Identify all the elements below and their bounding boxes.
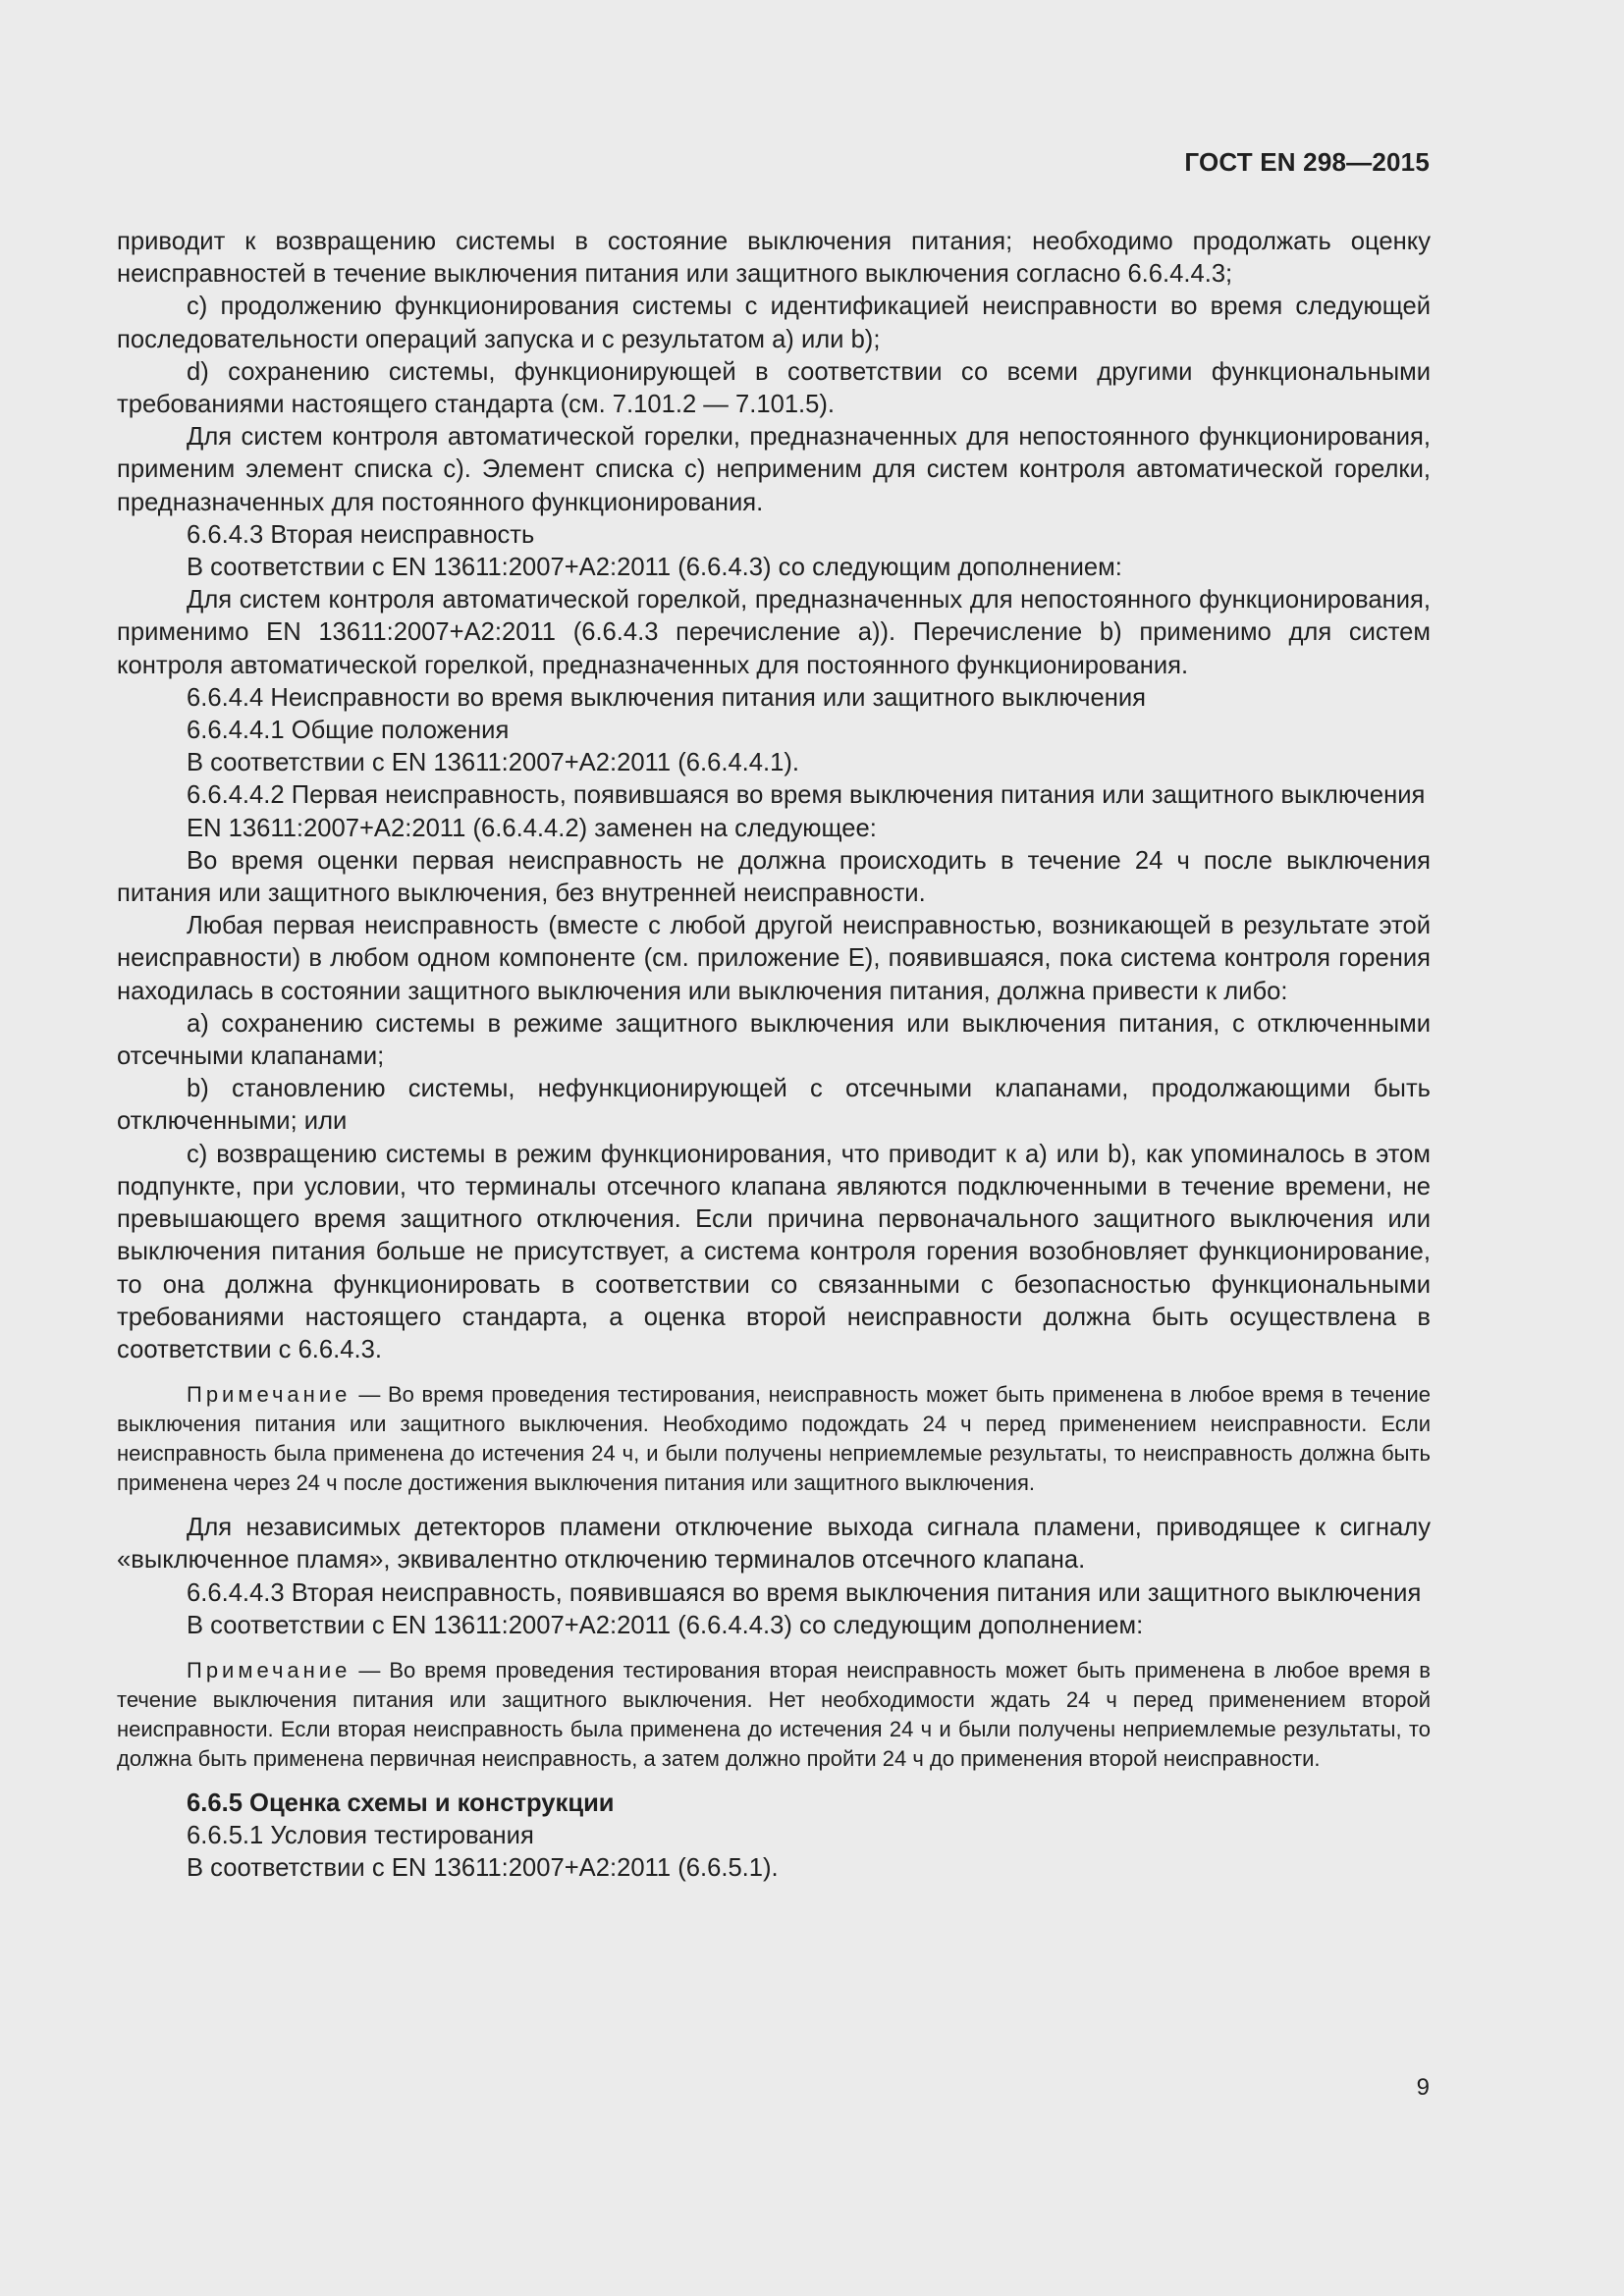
paragraph: Любая первая неисправность (вместе с любой другой неисправностью, возникающей в результате этой неисправности) в любом одном компоненте (см. приложение Е), появившаяся, пока система контроля горения находилась в состоянии защитного выключения или выключения питания, должна привести к либо: (117, 912, 1431, 1005)
note-label: Примечание (187, 1657, 352, 1682)
paragraph: В соответствии с EN 13611:2007+А2:2011 (6.6.4.4.3) со следующим дополнением: (187, 1611, 1144, 1639)
subsection-title: 6.6.4.4.1 Общие положения (187, 717, 510, 745)
paragraph: EN 13611:2007+А2:2011 (6.6.4.4.2) заменен на следующее: (187, 814, 877, 842)
list-item: с) возвращению системы в режим функционирования, что приводит к а) или b), как упоминалось в этом подпункте, при условии, что терминалы отсечного клапана являются подключенными в течение времени, не превышающего время защитного отключения. Если причина первоначального защитного выключения или выключения питания больше не присутствует, а система контроля горения возобновляет функционирование, то она должна функционировать в соответствии со связанными с безопасностью функциональными требованиями настоящего стандарта, а оценка второй неисправности должна быть осуществлена в соответствии с 6.6.4.3. (117, 1140, 1431, 1363)
page-number: 9 (1416, 2074, 1430, 2101)
note-text: — Во время проведения тестирования вторая неисправность может быть применена в любое время в течение выключения питания или защитного выключения. Нет необходимости ждать 24 ч перед применением второй неисправности. Если вторая неисправность была применена до истечения 24 ч и были получены неприемлемые результаты, то должна быть применена первичная неисправность, а затем должно пройти 24 ч до применения второй неисправности. (117, 1657, 1431, 1771)
note-label: Примечание (187, 1382, 352, 1408)
note (117, 1656, 1431, 1774)
paragraph: Во время оценки первая неисправность не должна происходить в течение 24 ч после выключения питания или защитного выключения, без внутренней неисправности. (117, 846, 1431, 908)
list-item: а) сохранению системы в режиме защитного выключения или выключения питания, с отключенными отсечными клапанами; (117, 1009, 1431, 1071)
note-text: — Во время проведения тестирования, неисправность может быть применена в любое время в течение выключения питания или защитного выключения. Необходимо подождать 24 ч перед применением неисправности. Если неисправность была применена до истечения 24 ч, и были получены неприемлемые результаты, то неисправность должна быть применена через 24 ч после достижения выключения питания или защитного выключения. (117, 1382, 1431, 1496)
paragraph: приводит к возвращению системы в состояние выключения питания; необходимо продолжать оценку неисправностей в течение выключения питания или защитного выключения согласно 6.6.4.4.3; (117, 228, 1431, 289)
paragraph: В соответствии с EN 13611:2007+А2:2011 (6.6.5.1). (187, 1854, 779, 1883)
document-id-header: ГОСТ EN 298—2015 (1184, 147, 1430, 177)
subsection-title: 6.6.5.1 Условия тестирования (187, 1822, 534, 1850)
document-body (117, 226, 1431, 1886)
subsection-title: 6.6.4.4.2 Первая неисправность, появившаяся во время выключения питания или защитного выключения (187, 781, 1426, 810)
subsection-title: 6.6.4.4.3 Вторая неисправность, появившаяся во время выключения питания или защитного выключения (187, 1578, 1422, 1607)
list-item: b) становлению системы, нефункционирующей с отсечными клапанами, продолжающими быть отключенными; или (117, 1075, 1431, 1136)
note (117, 1380, 1431, 1498)
paragraph: Для независимых детекторов пламени отключение выхода сигнала пламени, приводящее к сигналу «выключенное пламя», эквивалентно отключению терминалов отсечного клапана. (117, 1514, 1431, 1575)
paragraph: Для систем контроля автоматической горелкой, предназначенных для непостоянного функционирования, применимо EN 13611:2007+А2:2011 (6.6.4.3 перечисление а)). Перечисление b) применимо для систем контроля автоматической горелкой, предназначенных для постоянного функционирования. (117, 586, 1431, 679)
list-item: d) сохранению системы, функционирующей в соответствии со всеми другими функциональными требованиями настоящего стандарта (см. 7.101.2 — 7.101.5). (117, 357, 1431, 419)
paragraph: Для систем контроля автоматической горелки, предназначенных для непостоянного функционирования, применим элемент списка с). Элемент списка с) неприменим для систем контроля автоматической горелки, предназначенных для постоянного функционирования. (117, 423, 1431, 516)
list-item: с) продолжению функционирования системы с идентификацией неисправности во время следующей последовательности операций запуска и с результатом а) или b); (117, 293, 1431, 353)
paragraph: В соответствии с EN 13611:2007+А2:2011 (6.6.4.3) со следующим дополнением: (187, 554, 1122, 582)
subsection-title: 6.6.4.3 Вторая неисправность (187, 520, 535, 549)
subsection-title: 6.6.4.4 Неисправности во время выключения питания или защитного выключения (187, 683, 1146, 712)
section-heading: 6.6.5 Оценка схемы и конструкции (187, 1789, 615, 1817)
paragraph: В соответствии с EN 13611:2007+А2:2011 (6.6.4.4.1). (187, 749, 800, 777)
